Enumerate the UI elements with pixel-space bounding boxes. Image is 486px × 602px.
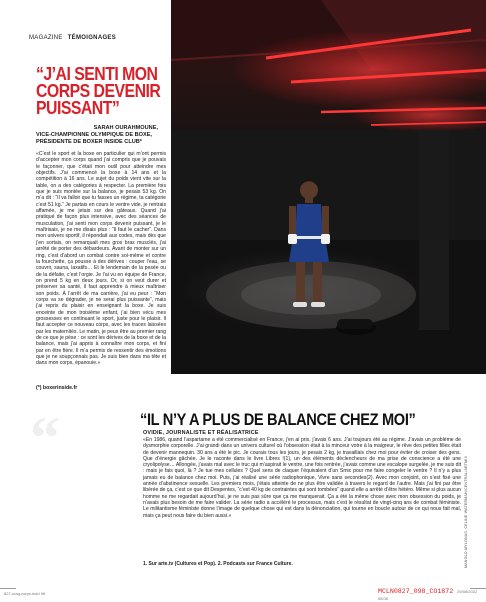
article1-title-line: CORPS DEVENIR [36,81,161,101]
crop-mark [0,588,16,589]
print-code-value: MCLN0827_098_CO1872 [378,588,454,595]
article2-paragraph: «En 1986, quand l’aspartame a été commercialisé en France, j’en ai pris, j’avais 6 ans. J’ai toujours été au régime. J’avais un problème de dysmorphie corporelle. J’ai grandi dans un univers culturel où l’obsession était à la minceur votre à la maigreur, le rêve des petites filles était de devenir mannequin. 30 ans a été le pic. Je courais tous les jours, je pesais 2 kg, je travaillais chez moi pour éviter de croiser des gens. Que d’énergie gâchée. Je le raconte dans le livre Libres !(1), un des éléments déclencheurs de ma prise de conscience a été une cryolipolyse… Allongée, j’avais mal avec le truc qui m’aspirait le ventre, une fois rentrée, j’avais comme une escalope surgelée, je me suis dit : mais je fais quoi, là ? Je tue mes cellules ? Quel sens de claquer l’équivalent d’un Smic pour me faire congeler le ventre ? Il n’y a plus jamais eu de balance chez moi. Puis, j’ai réalisé une série radiophonique, Vivre sans secondes(2). Avec mon conjoint, on s’est fixé une année d’abstinence sexuelle. Les premiers mois, j’étais atteinte de ne plus être validée à travers le regard de l’autre. Mais j’ai fini par être libérée de ça, c’est ce que dit Despentes, “c’est 40 kg de contraintes qui sont tombées” quand elle a arrêté d’être hétéro. Même si plus aucun homme ne me regardait aujourd’hui, je ne suis pas sûre que ça me manquerait. Ça a été la même chose avec mon obsession du poids, je n’avais plus besoin de me faire valider. La série radio a accéléré le processus, mais c’est le résultat de vingt-cinq ans de combat féministe. Le militantisme féministe donne l’image de quelque chose qui est dans la dénonciation, qui tourne en boucle autour de ce qui nous fait mal, mais ça peut nous faire du bien aussi.» [143,437,461,519]
article1-title-line: “J’AI SENTI MON [36,64,158,84]
article1-byline [36,125,176,146]
theme-label: TÉMOIGNAGES [67,35,117,41]
photo-illustration [171,0,486,374]
article2-title: “IL N’Y A PLUS DE BALANCE CHEZ MOI” [140,410,416,429]
article1-author-role-2: PRÉSIDENTE DE BOXER INSIDE CLUB* [36,139,142,145]
article1-source-note: (*) boxerinside.fr [36,385,78,391]
article2-byline: OVIDIE, JOURNALISTE ET RÉALISATRICE [143,430,259,436]
article1-author-name: SARAH OURAHMOUNE, [93,125,158,131]
section-label: MAGAZINE [29,35,63,41]
article1-body [36,151,166,367]
boxer-photo [171,0,486,374]
indesign-file-slug: 827-mag-corps.indd 98 [4,591,46,596]
decorative-quote-mark: “ [30,405,60,471]
article1-title [36,66,159,117]
article1-paragraph: «C’est le sport et la boxe en particulier qui m’ont permis d’accepter mon corps quand j’ai compris que je pouvais le façonner, que c’était mon outil pour atteindre mes objectifs. J’ai commencé la boxe à 14 ans et la compétition à 16 ans. Le sujet du poids vient vite sur la table, on a des catégories à respecter. La première fois que je suis montée sur la balance, je pesais 53 kg. On m’a dit : “Il va falloir que tu fasses un régime, ta catégorie c’est 51 kg.” Je partais en cours le ventre vide, je rentrais affamée, je me jetais sur des gâteaux. Quand j’ai pratiqué de façon plus intensive, avec des séances de musculation, j’ai senti mon corps devenir puissant, je le maîtrisais, je ne me disais plus : “Il faut le cacher”. Dans mon univers sportif, il répondait aux codes, mais dès que j’en sortais, on remarquait mes gros bras musclés, j’ai arrêté de porter des débardeurs. Avant de monter sur un ring, c’est d’abord un combat contre soi-même et contre la fourchette, ça pousse à des dérives : couper l’eau, se couvrir, sauna, laxatifs… Et le lendemain de la pesée ou de la défaite, c’est l’orgie. Je l’ai vu en équipe de France, on prend 5 kg en deux jours. Or, si on veut durer et préserver sa santé, il faut apprendre à mieux maîtriser son poids. À l’arrêt de ma carrière, j’ai eu peur : “Mon corps va se dégrader, je ne serai plus puissante”, mais j’ai repris du plaisir en enseignant la boxe. Je suis enceinte de mon troisième enfant, j’ai bien vécu mes grossesses en continuant le sport, juste pour le plaisir. Il faut accepter ce nouveau corps, avec les traces laissées par les maternités. Le matin, je peux être au premier rang de ce que je pèse : ce sont les dérives de la boxe et de la balance, mais j’ai appris à connaître mon corps, et fini par en être fière. Il m’a permis de ressentir des émotions que je ne soupçonnais pas. Je suis bien dans ma tête et dans mon corps, épanouie.» [36,151,166,367]
print-code [378,588,486,602]
article2-body [143,437,461,519]
article2-footnotes: 1. Sur arte.tv (Cultures et Pop). 2. Podcasts sur France Culture. [143,561,293,567]
print-timestamp: 29/08/2022 08:06 [378,589,478,601]
article1-author-role: VICE-CHAMPIONNE OLYMPIQUE DE BOXE, [36,132,153,138]
article1-title-line: PUISSANT” [36,98,120,118]
section-header [29,35,116,41]
photo-credit: MANOLO MYLONAS. CELINE WATERMAN/CENTRAL/ARTMIX [464,455,468,568]
